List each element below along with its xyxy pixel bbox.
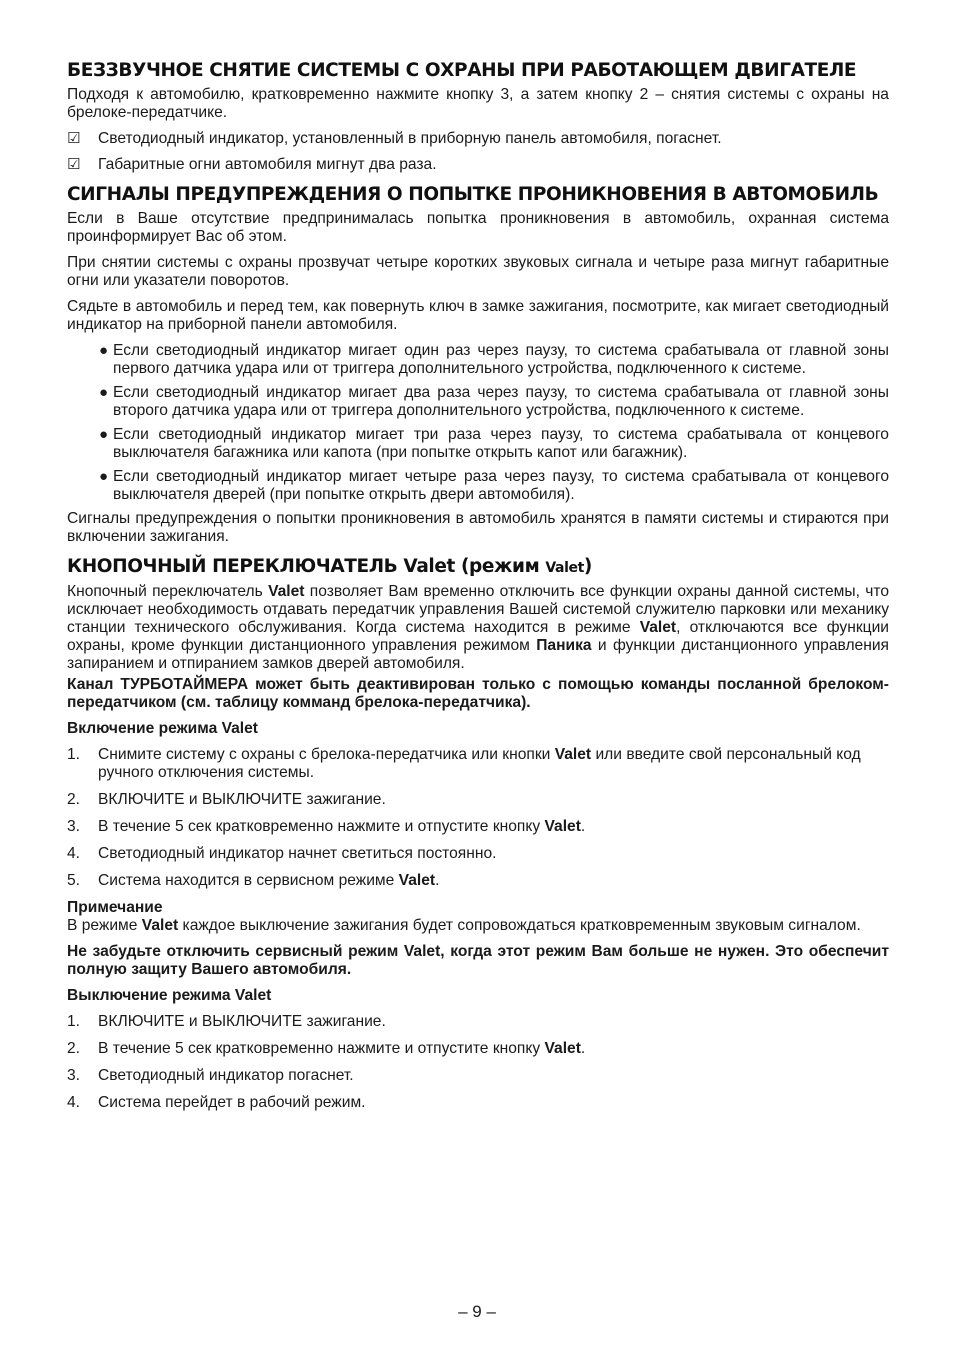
numbered-item	[67, 872, 889, 890]
page-number: – 9 –	[458, 1302, 496, 1321]
numbered-item	[67, 818, 889, 836]
item-number: 4.	[67, 1094, 81, 1111]
list-item: ● Если светодиодный индикатор мигает четыре раза через паузу, то система срабатывала от концевого выключателя дверей (при попытке открыть двери автомобиля).	[99, 468, 889, 503]
list-item: ● Если светодиодный индикатор мигает один раз через паузу, то система срабатывала от главной зоны первого датчика удара или от триггера дополнительного устройства, подключенного к системе.	[99, 342, 889, 377]
note-paragraph: В режиме Valet каждое выключение зажигания будет сопровождаться кратковременным звуковым сигналом.	[67, 917, 861, 934]
note-title: Примечание	[67, 899, 163, 916]
item-text: В течение 5 сек кратковременно нажмите и отпустите кнопку Valet.	[98, 818, 586, 835]
item-number: 4.	[67, 845, 81, 862]
section-title-intrusion-signals: СИГНАЛЫ ПРЕДУПРЕЖДЕНИЯ О ПОПЫТКЕ ПРОНИКНОВЕНИЯ В АВТОМОБИЛЬ	[67, 184, 879, 205]
numbered-item	[67, 746, 889, 782]
checkbox-icon: ☑	[67, 130, 81, 147]
item-text: Снимите систему с охраны с брелока-передатчика или кнопки Valet или введите свой персональный код ручного отключения системы.	[98, 746, 861, 781]
paragraph: Подходя к автомобилю, кратковременно нажмите кнопку 3, а затем кнопку 2 – снятия системы с охраны на брелоке-передатчике.	[67, 86, 889, 121]
paragraph: Если в Ваше отсутствие предпринималась попытка проникновения в автомобиль, охранная система проинформирует Вас об этом.	[67, 210, 889, 245]
item-number: 2.	[67, 791, 81, 808]
paragraph: При снятии системы с охраны прозвучат четыре коротких звуковых сигнала и четыре раза мигнут габаритные огни или указатели поворотов.	[67, 254, 889, 289]
item-text: Система перейдет в рабочий режим.	[98, 1094, 366, 1111]
bullet-list	[99, 342, 889, 504]
bullet-icon: ●	[99, 426, 109, 443]
item-text: Светодиодный индикатор погаснет.	[98, 1067, 354, 1084]
item-number: 5.	[67, 872, 81, 889]
bullet-icon: ●	[99, 468, 109, 485]
numbered-item	[67, 1040, 889, 1058]
subsection-title-valet-on: Включение режима Valet	[67, 720, 258, 737]
checkbox-icon: ☑	[67, 156, 81, 173]
bullet-icon: ●	[99, 384, 109, 401]
numbered-item	[67, 1094, 889, 1112]
bold-paragraph: Не забудьте отключить сервисный режим Valet, когда этот режим Вам больше не нужен. Это обеспечит полную защиту Вашего автомобиля.	[67, 943, 889, 978]
item-number: 1.	[67, 1013, 81, 1030]
checklist-text: Светодиодный индикатор, установленный в приборную панель автомобиля, погаснет.	[98, 130, 722, 147]
list-item: ● Если светодиодный индикатор мигает три раза через паузу, то система срабатывала от концевого выключателя багажника или капота (при попытке открыть капот или багажник).	[99, 426, 889, 461]
checklist-text: Габаритные огни автомобиля мигнут два раза.	[98, 156, 437, 173]
checklist-item	[67, 156, 889, 174]
bullet-icon: ●	[99, 342, 109, 359]
section-title-silent-disarm: БЕЗЗВУЧНОЕ СНЯТИЕ СИСТЕМЫ С ОХРАНЫ ПРИ РАБОТАЮЩЕМ ДВИГАТЕЛЕ	[67, 60, 857, 81]
subsection-title-valet-off: Выключение режима Valet	[67, 987, 272, 1004]
list-item: ● Если светодиодный индикатор мигает два раза через паузу, то система срабатывала от главной зоны второго датчика удара или от триггера дополнительного устройства, подключенного к системе.	[99, 384, 889, 419]
item-text: Система находится в сервисном режиме Valet.	[98, 872, 440, 889]
item-text: В течение 5 сек кратковременно нажмите и отпустите кнопку Valet.	[98, 1040, 586, 1057]
page-content	[67, 60, 889, 1121]
numbered-list	[67, 746, 889, 890]
numbered-item	[67, 845, 889, 863]
item-text: ВКЛЮЧИТЕ и ВЫКЛЮЧИТЕ зажигание.	[98, 1013, 386, 1030]
checklist-item	[67, 130, 889, 148]
numbered-item	[67, 791, 889, 809]
bold-paragraph: Канал ТУРБОТАЙМЕРА может быть деактивирован только с помощью команды посланной брелоком- передатчиком (см. таблицу комманд брелока-передатчика).	[67, 676, 889, 711]
paragraph: Кнопочный переключатель Valet позволяет Вам временно отключить все функции охраны данной системы, что исключает необходимость отдавать передатчик управления Вашей системой служителю парковки или механику станции технического обслуживания. Когда система находится в режиме Valet, отключаются все функции охраны, кроме функции дистанционного управления режимом Паника и функции дистанционного управления запиранием и отпиранием замков дверей автомобиля.	[67, 583, 889, 672]
item-number: 3.	[67, 818, 81, 835]
numbered-list	[67, 1013, 889, 1112]
paragraph: Сядьте в автомобиль и перед тем, как повернуть ключ в замке зажигания, посмотрите, как мигает светодиодный индикатор на приборной панели автомобиля.	[67, 298, 889, 333]
item-number: 3.	[67, 1067, 81, 1084]
item-text: Светодиодный индикатор начнет светиться постоянно.	[98, 845, 497, 862]
item-number: 2.	[67, 1040, 81, 1057]
paragraph: Сигналы предупреждения о попытки проникновения в автомобиль хранятся в памяти системы и стираются при включении зажигания.	[67, 510, 889, 545]
numbered-item	[67, 1067, 889, 1085]
item-text: ВКЛЮЧИТЕ и ВЫКЛЮЧИТЕ зажигание.	[98, 791, 386, 808]
item-number: 1.	[67, 746, 81, 763]
numbered-item	[67, 1013, 889, 1031]
section-title-valet-switch: КНОПОЧНЫЙ ПЕРЕКЛЮЧАТЕЛЬ Valet (режим Valet)	[67, 556, 592, 577]
